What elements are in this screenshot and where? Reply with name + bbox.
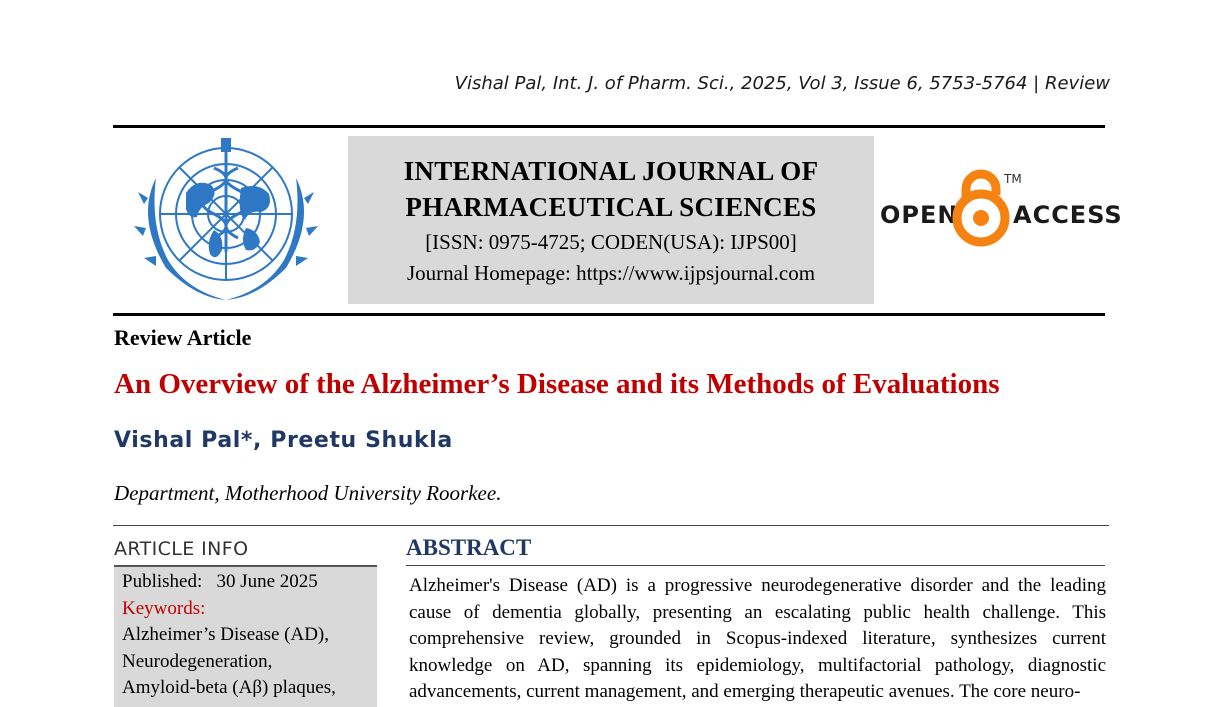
- abstract-text: Alzheimer's Disease (AD) is a progressive neurodegenerative disorder and the leading cause of dementia globally, presenting an escalating public health challenge. This comprehensive review, grounded in Scopus-indexed literature, synthesizes current knowledge on AD, spanning its epidemiology, multifactorial pathology, diagnostic advancements, current management, and emerging therapeutic avenues. The core neuro-: [409, 575, 1106, 702]
- section-divider: [113, 525, 1109, 526]
- keyword-item: Neurodegeneration,: [122, 650, 273, 672]
- abstract-rule: [406, 565, 1105, 566]
- journal-emblem-logo: [126, 138, 326, 306]
- article-authors: Vishal Pal*, Preetu Shukla: [114, 428, 453, 453]
- open-access-trademark: TM: [1004, 172, 1022, 186]
- open-access-word-left: OPEN: [880, 201, 959, 229]
- keyword-item: Alzheimer’s Disease (AD),: [122, 624, 329, 645]
- header-rule-bottom: [113, 313, 1105, 316]
- journal-issn: [ISSN: 0975-4725; CODEN(USA): IJPS00]: [425, 230, 797, 254]
- article-type: Review Article: [114, 325, 252, 350]
- article-info-box: [114, 565, 377, 707]
- open-access-word-right: ACCESS: [1013, 201, 1123, 229]
- journal-masthead: [348, 136, 874, 304]
- published-label: Published:: [122, 571, 203, 592]
- journal-name-line1: INTERNATIONAL JOURNAL OF: [403, 156, 819, 186]
- header-rule-top: [113, 125, 1105, 128]
- keywords-label: Keywords:: [122, 597, 206, 619]
- open-lock-icon: [957, 174, 1005, 242]
- keyword-item: Amyloid-beta (Aβ) plaques,: [122, 677, 336, 698]
- article-info-heading: ARTICLE INFO: [114, 538, 249, 560]
- published-row: [122, 569, 377, 596]
- journal-name-line2: PHARMACEUTICAL SCIENCES: [405, 192, 817, 222]
- journal-homepage: Journal Homepage: https://www.ijpsjournal.com: [406, 261, 816, 285]
- author-affiliation: Department, Motherhood University Roorkee.: [114, 481, 502, 505]
- published-date: 30 June 2025: [216, 571, 318, 592]
- citation-header: Vishal Pal, Int. J. of Pharm. Sci., 2025, Vol 3, Issue 6, 5753-5764 | Review: [454, 73, 1110, 94]
- open-access-logo: [880, 163, 1123, 255]
- article-title: An Overview of the Alzheimer’s Disease and its Methods of Evaluations: [114, 368, 1000, 400]
- abstract-heading: ABSTRACT: [406, 535, 532, 560]
